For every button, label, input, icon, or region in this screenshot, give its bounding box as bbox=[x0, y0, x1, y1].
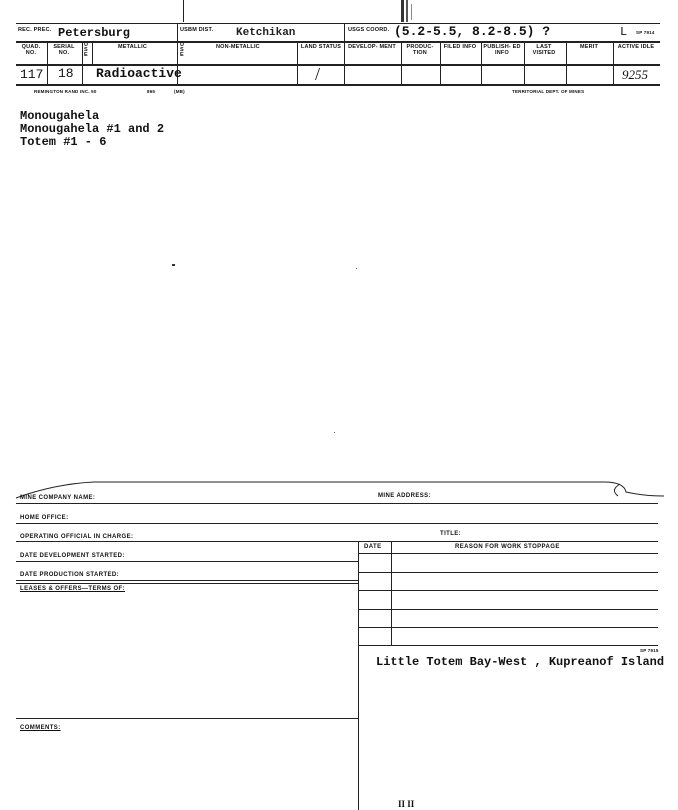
home-office-label: HOME OFFICE: bbox=[20, 515, 69, 521]
rec-prec-value: Petersburg bbox=[58, 26, 131, 40]
col-divider bbox=[344, 41, 345, 84]
form-number-bottom: SP 7915 bbox=[640, 648, 659, 653]
property-name: Monougahela bbox=[20, 109, 100, 123]
land-status-value: / bbox=[315, 64, 321, 84]
printer-code-1: 865 bbox=[147, 89, 156, 94]
serial-no-value: 18 bbox=[58, 66, 74, 81]
published-info-label: PUBLISH- ED INFO bbox=[483, 44, 521, 56]
property-name: Totem #1 - 6 bbox=[20, 135, 107, 149]
speck bbox=[172, 264, 175, 266]
top-smudge-mark bbox=[411, 4, 412, 20]
development-label: DEVELOP- MENT bbox=[348, 44, 396, 50]
usbm-dist-value: Ketchikan bbox=[236, 27, 296, 39]
comments-top-rule bbox=[16, 718, 358, 719]
merit-label: MERIT bbox=[579, 44, 599, 50]
corner-mark: L bbox=[620, 25, 628, 39]
production-label: PRODUC- TION bbox=[406, 44, 434, 56]
form-number-top: SP 7914 bbox=[636, 30, 655, 35]
top-tick bbox=[183, 0, 184, 22]
leases-offers-label: LEASES & OFFERS—TERMS OF: bbox=[20, 586, 126, 592]
last-visited-label: LAST VISITED bbox=[532, 44, 556, 56]
bottom-marks: II II bbox=[398, 799, 415, 809]
row3-bottom-rule bbox=[16, 84, 660, 86]
row1-divider bbox=[344, 23, 345, 41]
home-office-rule bbox=[16, 523, 658, 524]
printer-code-2: (MB) bbox=[174, 89, 185, 94]
active-idle-value: 9255 bbox=[622, 67, 648, 82]
operating-official-label: OPERATING OFFICIAL IN CHARGE: bbox=[20, 534, 134, 540]
mine-address-label: MINE ADDRESS: bbox=[378, 493, 431, 499]
top-smudge-mark bbox=[406, 0, 408, 22]
date-column-divider bbox=[391, 541, 392, 645]
comments-label: COMMENTS: bbox=[20, 725, 61, 731]
property-name: Monougahela #1 and 2 bbox=[20, 122, 165, 136]
stoppage-row-rule bbox=[358, 590, 658, 591]
location-value: Little Totem Bay-West , Kupreanof Island bbox=[376, 655, 665, 669]
table-header-rule bbox=[358, 553, 658, 554]
territorial-dept-line: TERRITORIAL DEPT. OF MINES bbox=[512, 89, 585, 94]
reason-label: REASON FOR WORK STOPPAGE bbox=[455, 544, 560, 550]
filed-info-label: FILED INFO bbox=[443, 44, 477, 50]
col-divider bbox=[297, 41, 298, 84]
date-development-started-label: DATE DEVELOPMENT STARTED: bbox=[20, 553, 125, 559]
land-status-label: LAND STATUS bbox=[300, 44, 342, 50]
serial-no-label: SERIAL NO. bbox=[53, 44, 75, 56]
left-column-divider bbox=[358, 541, 359, 810]
quad-no-label: QUAD. NO. bbox=[21, 44, 41, 56]
property-names-list bbox=[20, 110, 164, 149]
speck bbox=[356, 268, 357, 269]
operating-official-rule bbox=[16, 541, 658, 542]
date-production-rule-2 bbox=[16, 583, 358, 584]
date-development-rule bbox=[16, 561, 358, 562]
top-smudge-mark bbox=[401, 0, 404, 22]
uses2-label: U S E bbox=[180, 42, 185, 58]
col-divider bbox=[47, 41, 48, 84]
date-production-started-label: DATE PRODUCTION STARTED: bbox=[20, 572, 120, 578]
date-production-rule bbox=[16, 580, 358, 581]
usbm-dist-label: USBM DIST. bbox=[180, 27, 214, 33]
usgs-coord-value: (5.2-5.5, 8.2-8.5) ? bbox=[394, 24, 551, 39]
metallic-label: METALLIC bbox=[118, 44, 147, 50]
stoppage-row-rule bbox=[358, 572, 658, 573]
mine-company-rule bbox=[16, 503, 658, 504]
speck bbox=[334, 432, 335, 433]
stoppage-row-rule bbox=[358, 645, 658, 646]
form-top-edge bbox=[14, 476, 664, 502]
col-divider bbox=[92, 41, 93, 64]
rec-prec-label: REC. PREC. bbox=[18, 27, 52, 33]
mine-company-name-label: MINE COMPANY NAME: bbox=[20, 495, 96, 501]
quad-no-value: 117 bbox=[20, 67, 44, 82]
non-metallic-label: NON-METALLIC bbox=[216, 44, 260, 50]
date-label: DATE bbox=[364, 544, 382, 550]
printer-line: REMINGTON RAND INC. 50 bbox=[34, 89, 97, 94]
title-label: TITLE: bbox=[440, 531, 462, 537]
stoppage-row-rule bbox=[358, 627, 658, 628]
active-idle-label: ACTIVE IDLE bbox=[617, 44, 655, 50]
row1-top-rule bbox=[16, 23, 660, 24]
stoppage-row-rule bbox=[358, 609, 658, 610]
uses-label: U S E bbox=[84, 42, 89, 58]
metallic-value: Radioactive bbox=[96, 66, 182, 81]
row1-divider bbox=[177, 23, 178, 41]
row2-top-rule bbox=[16, 41, 660, 43]
col-divider bbox=[82, 41, 83, 84]
usgs-coord-label: USGS COORD. bbox=[348, 27, 390, 33]
